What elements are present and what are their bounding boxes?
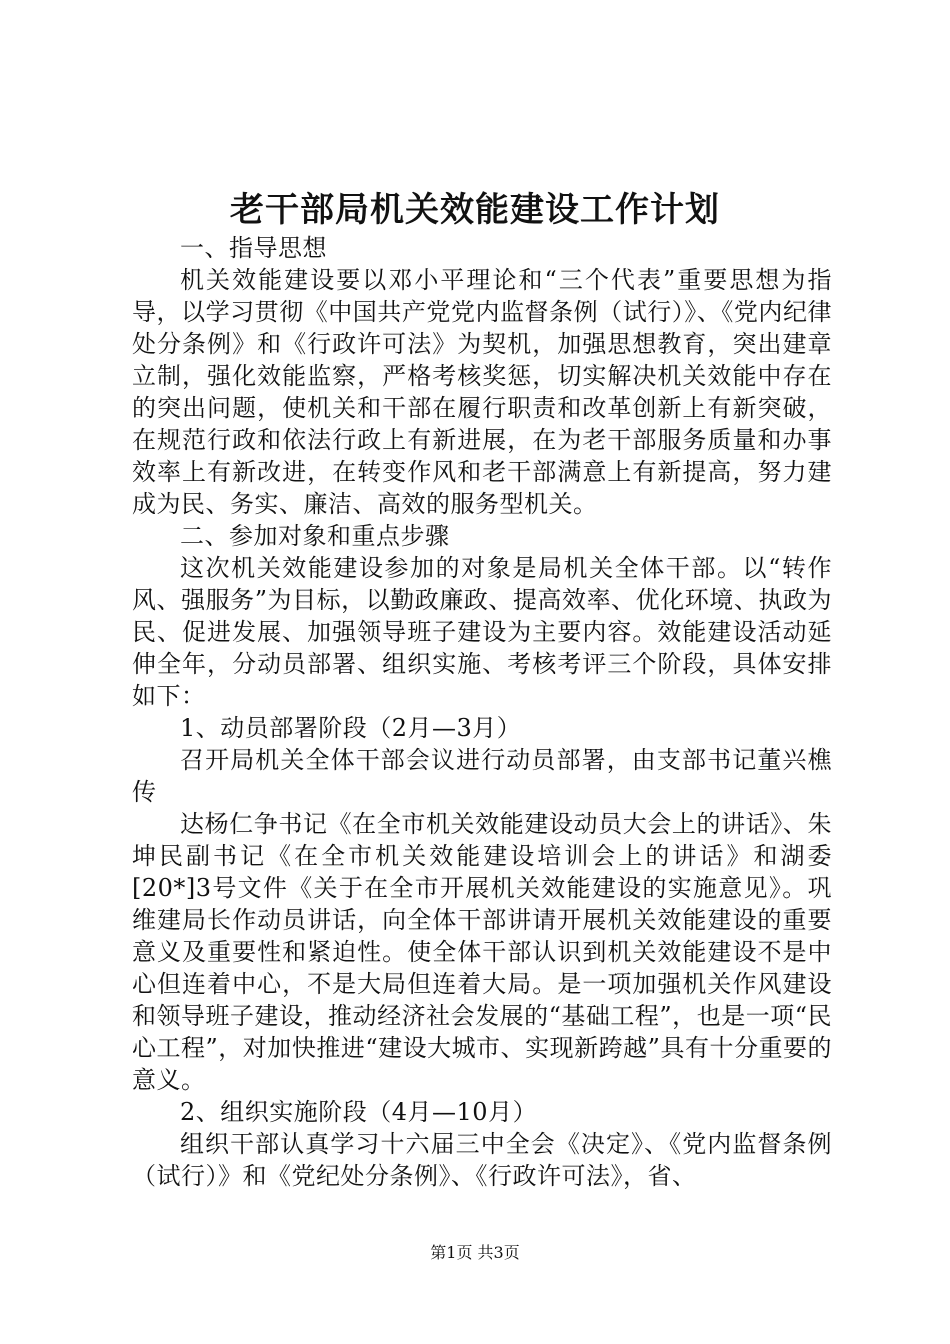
paragraph-guiding-ideology: 机关效能建设要以邓小平理论和“三个代表”重要思想为指导，以学习贯彻《中国共产党党内监督条例（试行）》、《党内纪律处分条例》和《行政许可法》为契机，加强思想教育，突出建章立制，强化效能监察，严格考核奖惩，切实解决机关效能中存在的突出问题，使机关和干部在履行职责和改革创新上有新突破，在规范行政和依法行政上有新进展，在为老干部服务质量和办事效率上有新改进，在转变作风和老干部满意上有新提高，努力建成为民、务实、廉洁、高效的服务型机关。 — [132, 266, 832, 518]
paragraph-mobilization-meeting: 召开局机关全体干部会议进行动员部署，由支部书记董兴樵传 — [132, 746, 832, 806]
stage-heading-mobilization: 1、动员部署阶段（2月—3月） — [180, 714, 522, 742]
stage-heading-implementation: 2、组织实施阶段（4月—10月） — [180, 1098, 538, 1126]
paragraph-implementation: 组织干部认真学习十六届三中全会《决定》、《党内监督条例（试行）》和《党纪处分条例》、《行政许可法》，省、 — [132, 1130, 832, 1190]
section-heading-guiding-ideology: 一、指导思想 — [180, 234, 327, 262]
page-footer: 第1页 共3页 — [430, 1243, 520, 1262]
paragraph-mobilization-details: 达杨仁争书记《在全市机关效能建设动员大会上的讲话》、朱坤民副书记《在全市机关效能建设培训会上的讲话》和湖委[20*]3号文件《关于在全市开展机关效能建设的实施意见》。巩维建局长作动员讲话，向全体干部讲请开展机关效能建设的重要意义及重要性和紧迫性。使全体干部认识到机关效能建设不是中心但连着中心，不是大局但连着大局。是一项加强机关作风建设和领导班子建设，推动经济社会发展的“基础工程”，也是一项“民心工程”，对加快推进“建设大城市、实现新跨越”具有十分重要的意义。 — [132, 810, 832, 1094]
section-heading-participants-steps: 二、参加对象和重点步骤 — [180, 522, 450, 550]
document-title: 老干部局机关效能建设工作计划 — [230, 190, 720, 230]
paragraph-participants: 这次机关效能建设参加的对象是局机关全体干部。以“转作风、强服务”为目标，以勤政廉政、提高效率、优化环境、执政为民、促进发展、加强领导班子建设为主要内容。效能建设活动延伸全年，分动员部署、组织实施、考核考评三个阶段，具体安排如下： — [132, 554, 832, 710]
document-body — [132, 232, 832, 1192]
